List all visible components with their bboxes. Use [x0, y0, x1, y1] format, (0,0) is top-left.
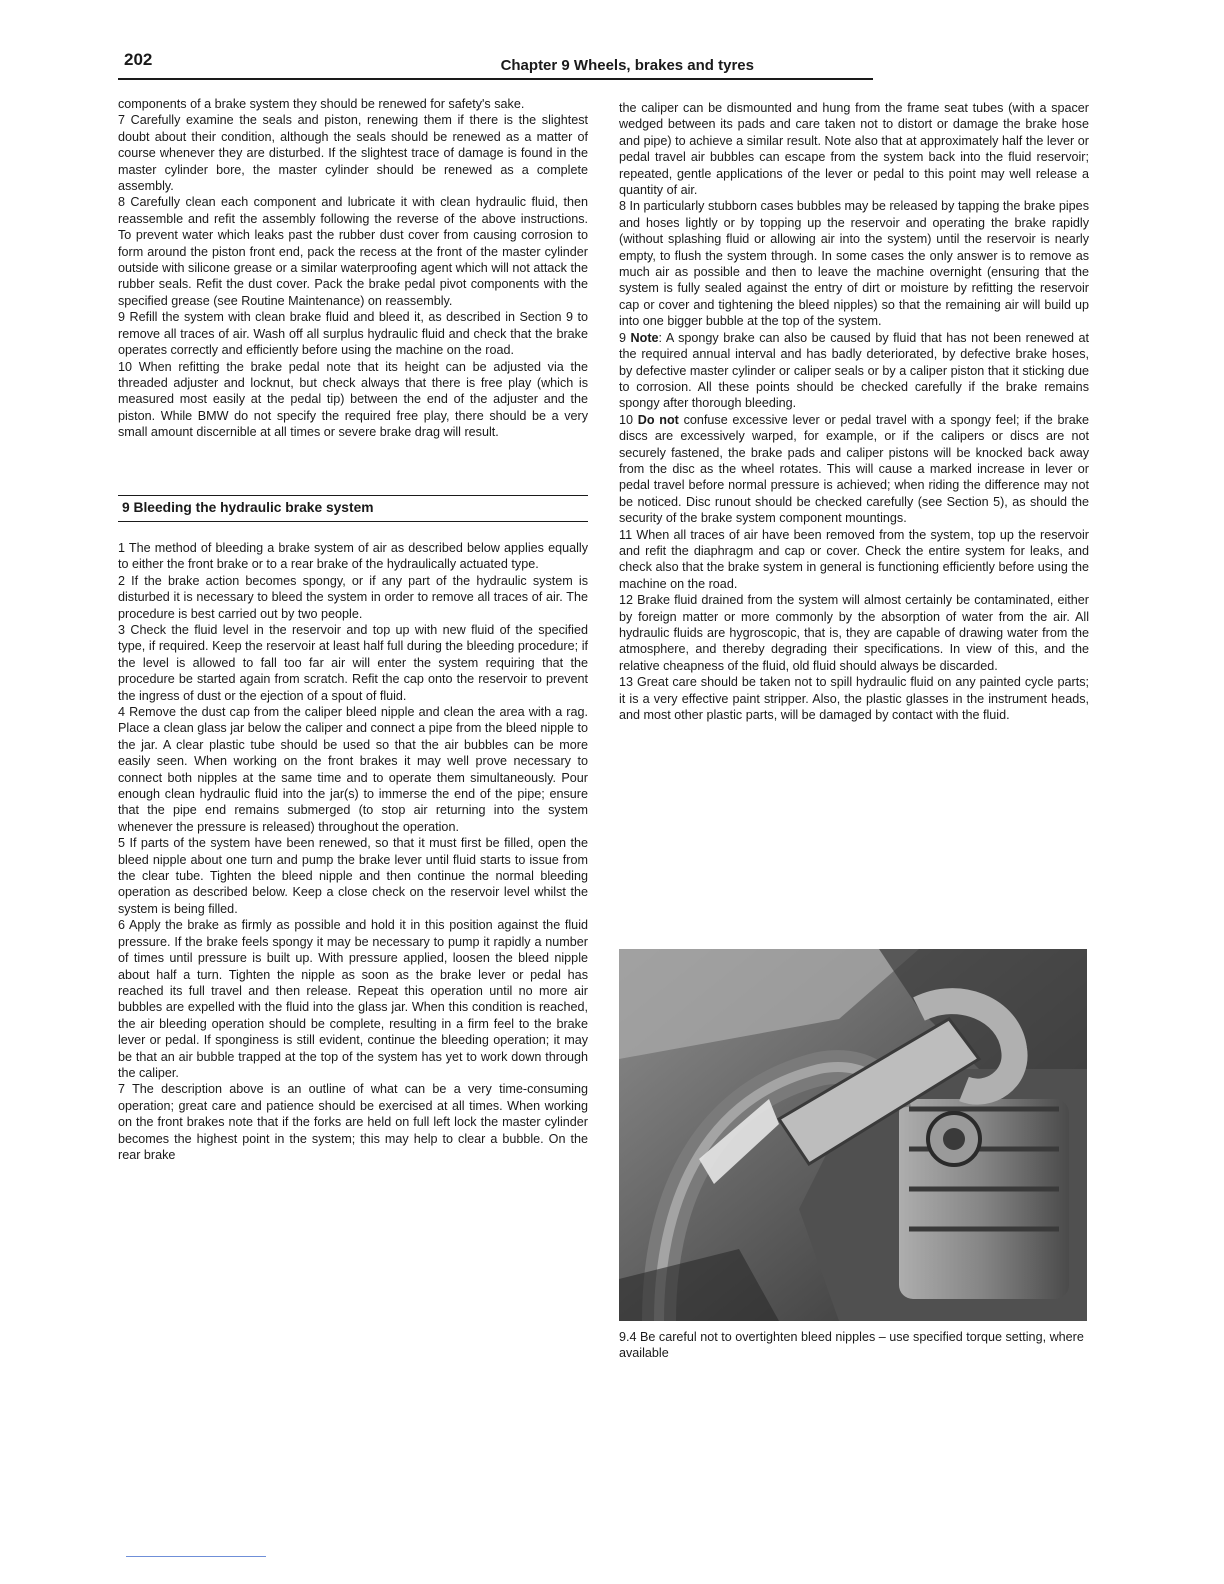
paragraph: 4 Remove the dust cap from the caliper bleed nipple and clean the area with a rag. Place a clean glass jar below the caliper and connect a pipe from the bleed nipple to the jar. A clear plastic tube should be used so that the air bubbles can be more easily seen. When working on the front brakes it may well prove necessary to connect both nipples at the same time and to operate them simultaneously. Pour enough clean hydraulic fluid into the jar(s) to immerse the end of the pipe; ensure that the pipe end remains submerged (to stop air returning into the system whenever the pressure is released) throughout the operation. [118, 705, 588, 834]
figure-caption: 9.4 Be careful not to overtighten bleed nipples – use specified torque setting, where available [619, 1330, 1084, 1361]
section-heading: 9 Bleeding the hydraulic brake system [118, 495, 588, 522]
running-head: Chapter 9 Wheels, brakes and tyres [500, 57, 754, 74]
header-rule [118, 78, 873, 80]
paragraph: 2 If the brake action becomes spongy, or if any part of the hydraulic system is disturbed it is necessary to bleed the system in order to remove all traces of air. The procedure is best carried out by two people. [118, 573, 588, 621]
paragraph: the caliper can be dismounted and hung from the frame seat tubes (with a spacer wedged between its pads and care taken not to distort or damage the brake hose and pipe) to achieve a similar result. Note also that at approximately half the lever or pedal travel air bubbles can escape from the system back into the fluid reservoir; repeated, gentle applications of the lever or pedal to this point may well release a quantity of air. [619, 101, 1089, 198]
paragraph: 8 Carefully clean each component and lubricate it with clean hydraulic fluid, then reassemble and refit the assembly following the reverse of the above instructions. To prevent water which leaks past the rubber dust cover from causing corrosion to form around the piston front end, pack the recess at the front of the master cylinder outside with silicone grease or a similar waterproofing agent which will not attack the rubber seals. Refit the dust cover. Pack the brake pedal pivot components with the specified grease (see Routine Maintenance) on reassembly. [118, 195, 588, 308]
left-column [118, 96, 588, 1163]
paragraph: components of a brake system they should be renewed for safety's sake. [118, 97, 525, 111]
paragraph [619, 412, 1089, 527]
paragraph: 11 When all traces of air have been removed from the system, top up the reservoir and refit the diaphragm and cap or cover. Check the entire system for leaks, and check also that the brake system in general is functioning efficiently before using the machine on the road. [619, 527, 1089, 591]
paragraph: 13 Great care should be taken not to spill hydraulic fluid on any painted cycle parts; it is a very effective paint stripper. Also, the plastic glasses in the instrument heads, and most other plastic parts, will be damaged by contact with the fluid. [619, 675, 1089, 723]
bold-warning: Do not [637, 412, 679, 427]
page-header [118, 48, 1090, 84]
footer-rule [126, 1556, 266, 1557]
paragraph: 12 Brake fluid drained from the system will almost certainly be contaminated, either by foreign matter or more commonly by the absorption of water from the air. All hydraulic fluids are hygroscopic, that is, they are capable of drawing water from the atmosphere, and thereby degrading their specifications. In view of this, and the relative cheapness of the fluid, old fluid should always be discarded. [619, 593, 1089, 673]
paragraph-number: 9 [619, 330, 631, 345]
figure-photo [619, 949, 1087, 1321]
page-number: 202 [124, 50, 153, 69]
paragraph: 8 In particularly stubborn cases bubbles may be released by tapping the brake pipes and hoses lightly or by topping up the reservoir and operating the brake rapidly (without splashing fluid or allowing air into the system) until the reservoir is nearly empty, to flush the system through. In some cases the only answer is to remove as much air as possible and then to leave the machine overnight (ensuring that the system is fully sealed against the entry of dirt or moisture by refitting the reservoir cap or cover and tightening the bleed nipples) so that the remaining air will build up into one bigger bubble at the top of the system. [619, 199, 1089, 329]
paragraph: 3 Check the fluid level in the reservoir and top up with new fluid of the specified type, if required. Keep the reservoir at least half full during the bleeding procedure; if the level is allowed to fall too far air will enter the system requiring that the procedure be started again from scratch. Refit the cap onto the reservoir to prevent the ingress of dust or the ejection of a spout of fluid. [118, 622, 588, 703]
bold-note: Note [630, 330, 659, 345]
paragraph-number: 10 [619, 412, 638, 427]
paragraph [619, 330, 1089, 412]
paragraph-text: confuse excessive lever or pedal travel with a spongy feel; if the brake discs are excessively warped, for example, or if the calipers or discs are not securely fastened, the brake pads and caliper pistons will be knocked back away from the disc as the wheel rotates. This will cause a marked increase in lever or pedal travel before normal pressure is achieved; when riding the difference may not be noticed. Disc runout should be checked carefully (see Section 5), as should the security of the brake system component mountings. [619, 412, 1089, 526]
paragraph: 5 If parts of the system have been renewed, so that it must first be filled, open the bleed nipple about one turn and pump the brake lever until fluid starts to issue from the clear tube. Tighten the bleed nipple and then continue the normal bleeding operation as described below. Keep a close check on the reservoir level whilst the system is being filled. [118, 836, 588, 916]
paragraph: 6 Apply the brake as firmly as possible and hold it in this position against the fluid pressure. If the brake feels spongy it may be necessary to pump it rapidly a number of times until pressure is built up. With pressure applied, loosen the bleed nipple about half a turn. Tighten the nipple as soon as the brake lever or pedal has reached its full travel and then release. Repeat this operation until no more air bubbles are expelled with the fluid into the glass jar. When this condition is reached, the air bleeding operation should be complete, resulting in a firm feel to the brake lever or pedal. If sponginess is still evident, continue the bleeding operation; it may be that an air bubble trapped at the top of the system has yet to work down through the caliper. [118, 918, 588, 1080]
paragraph-text: : A spongy brake can also be caused by fluid that has not been renewed at the required annual interval and has badly deteriorated, by defective brake hoses, by defective master cylinder or caliper seals or by a caliper piston that it sticking due to corrosion. All these points should be checked carefully if the brake remains spongy after thorough bleeding. [619, 330, 1089, 411]
paragraph: 9 Refill the system with clean brake fluid and bleed it, as described in Section 9 to remove all traces of air. Wash off all surplus hydraulic fluid and check that the brake operates correctly and efficiently before using the machine on the road. [118, 310, 588, 358]
bleed-nipple-photo [619, 949, 1087, 1321]
paragraph: 10 When refitting the brake pedal note that its height can be adjusted via the threaded adjuster and locknut, but check always that there is free play (which is measured most easily at the pedal tip) between the end of the adjuster and the piston. While BMW do not specify the required free play, there should be a very small amount discernible at all times or severe brake drag will result. [118, 359, 588, 440]
paragraph: 7 Carefully examine the seals and piston, renewing them if there is the slightest doubt about their condition, although the seals should be renewed as a matter of course whenever they are disturbed. If the slightest trace of damage is found in the master cylinder bore, the master cylinder should be renewed as a complete assembly. [118, 113, 588, 194]
right-column [619, 100, 1089, 723]
paragraph: 1 The method of bleeding a brake system of air as described below applies equally to either the front brake or to a rear brake of the hydraulically actuated type. [118, 540, 588, 572]
paragraph: 7 The description above is an outline of what can be a very time-consuming operation; great care and patience should be exercised at all times. When working on the front brakes note that if the forks are held on full left lock the master cylinder becomes the highest point in the system; this may help to clear a bubble. On the rear brake [118, 1082, 588, 1162]
